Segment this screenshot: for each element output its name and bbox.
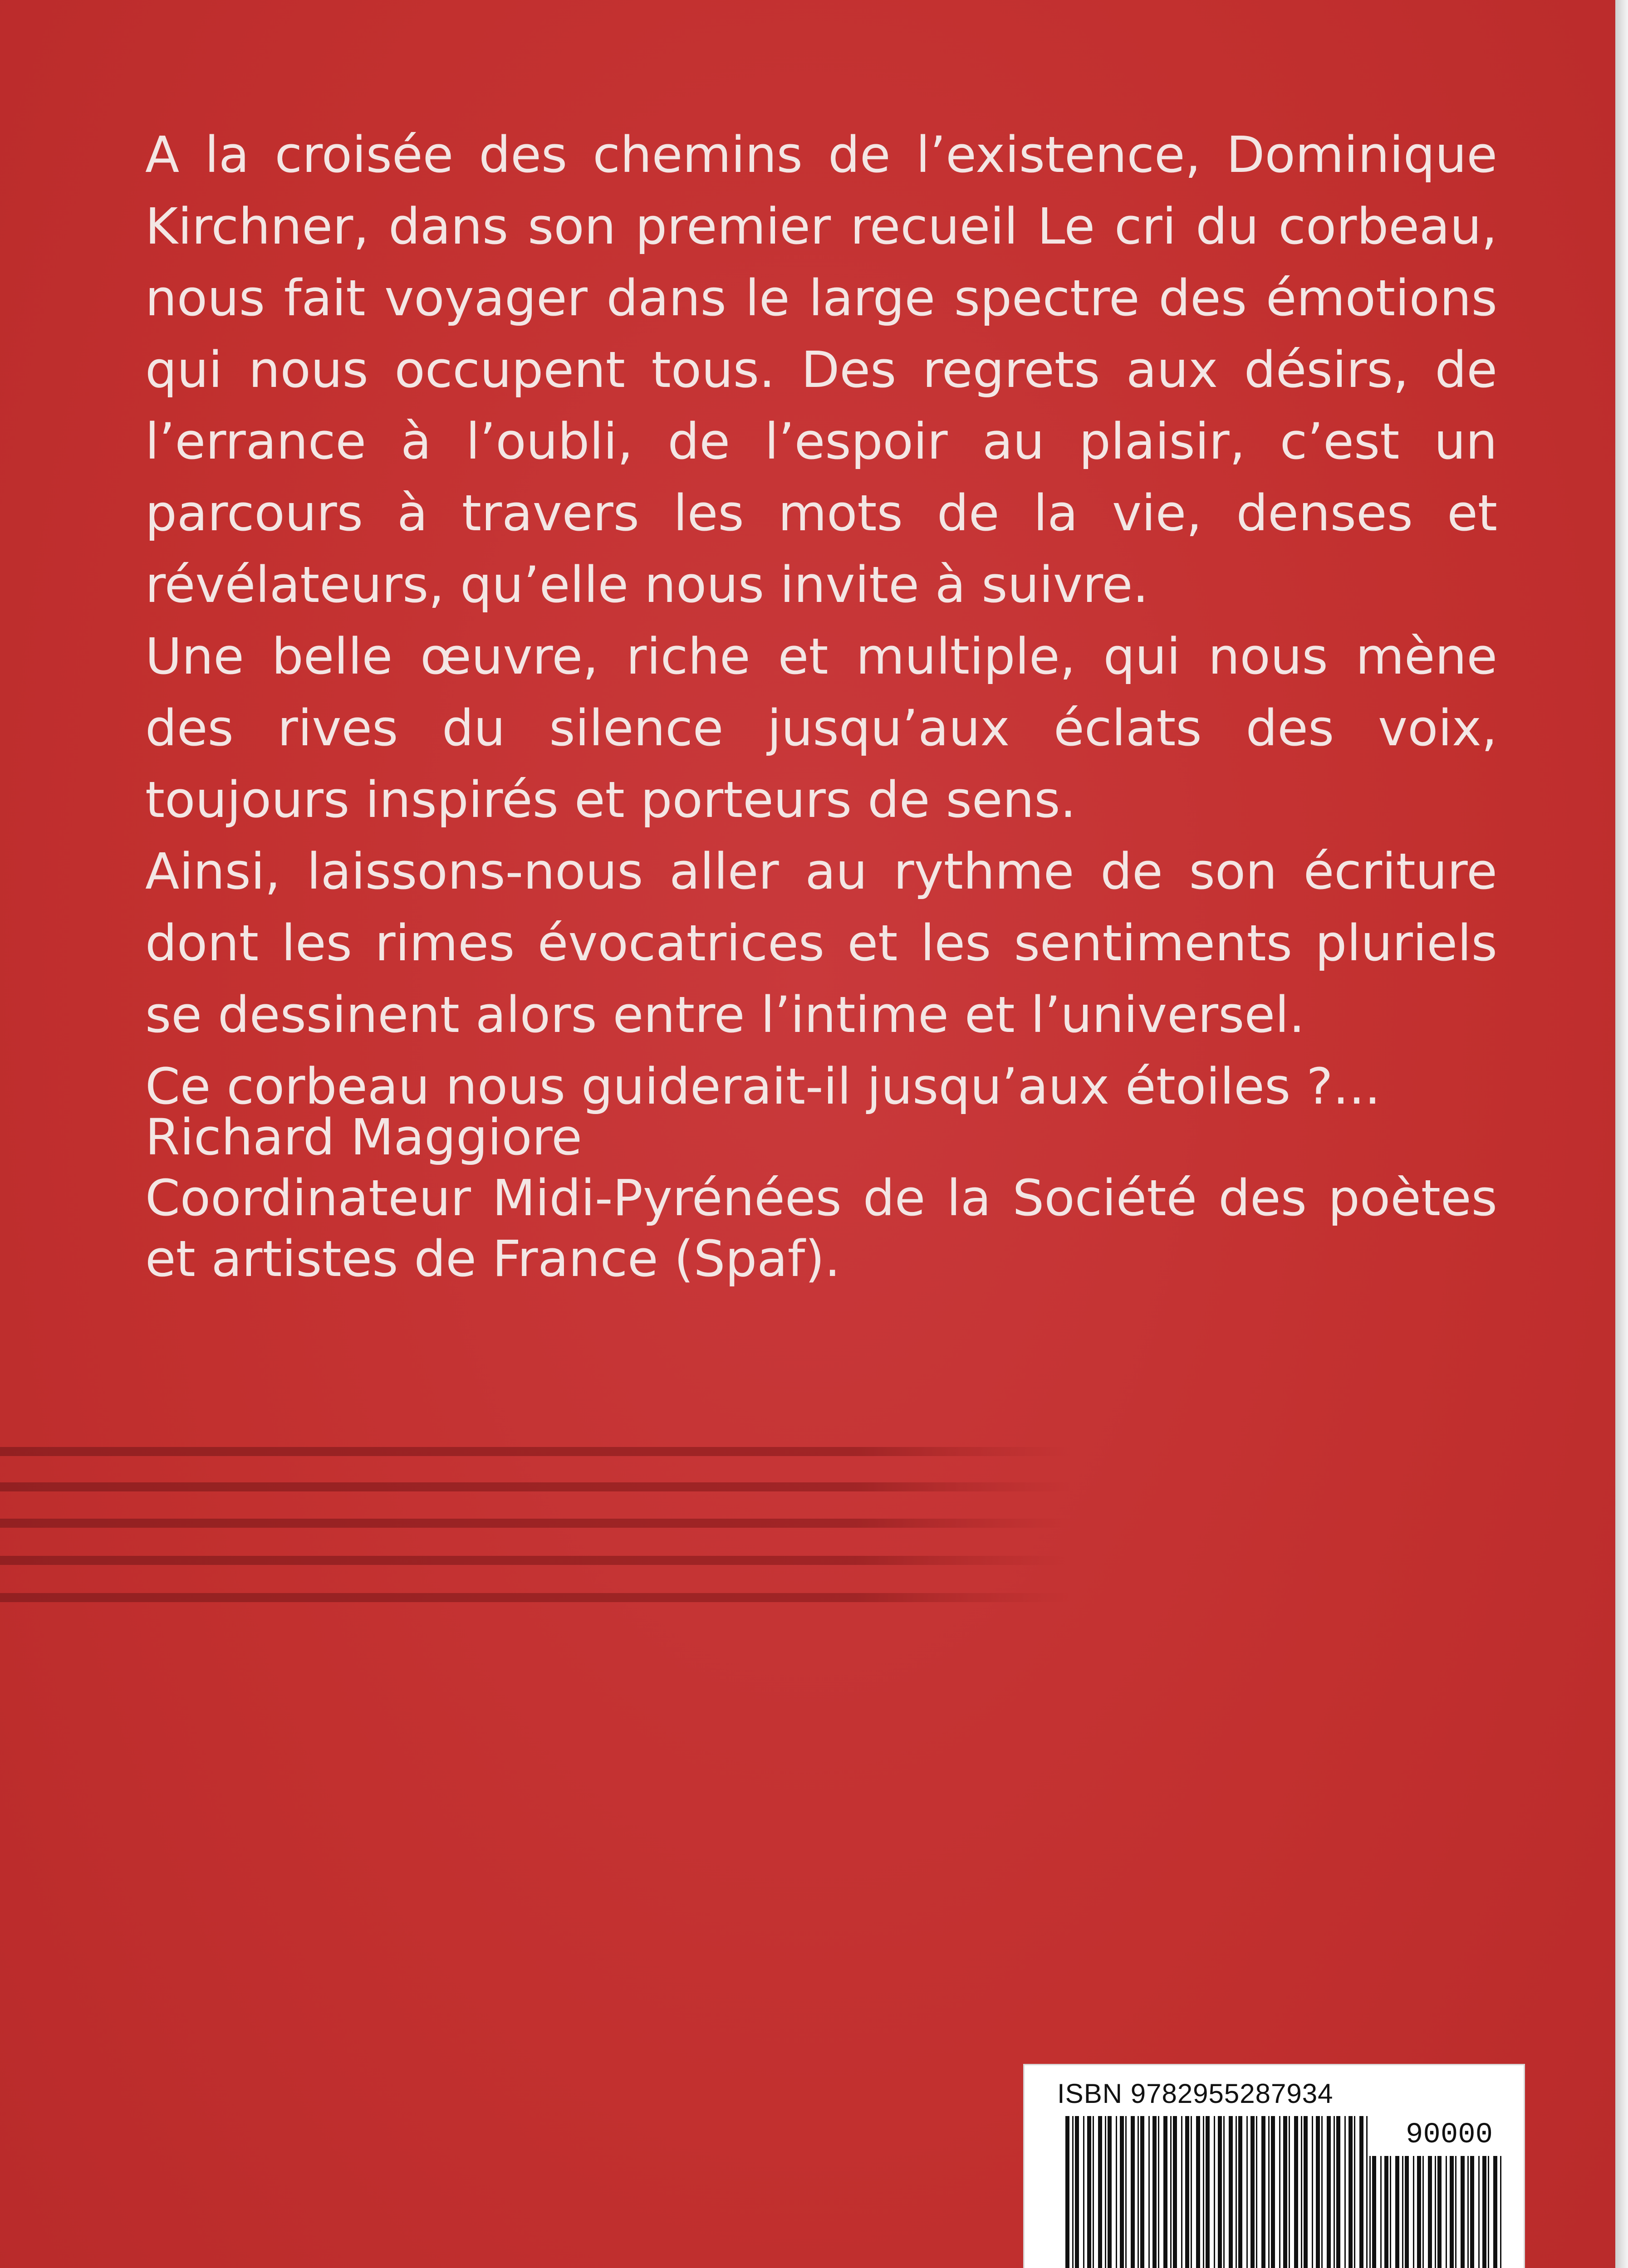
barcode-bar [1316, 2116, 1320, 2268]
barcode-bar [1493, 2156, 1497, 2268]
barcode-bar [1229, 2116, 1233, 2268]
barcode-bar [1238, 2116, 1242, 2268]
barcode-bar [1108, 2116, 1112, 2268]
barcode-bar [1271, 2116, 1275, 2268]
barcode-bar [1334, 2116, 1335, 2268]
barcode-bar [1354, 2116, 1355, 2268]
barcode-bar [1312, 2116, 1313, 2268]
barcode-bar [1250, 2116, 1255, 2268]
barcode-bar [1366, 2116, 1368, 2268]
barcode-bar [1500, 2156, 1501, 2268]
barcode-bar [1384, 2156, 1388, 2268]
decorative-line [0, 1447, 1071, 1456]
barcode-bar [1422, 2156, 1424, 2268]
barcode-bar [1125, 2116, 1127, 2268]
barcode-bar [1098, 2116, 1102, 2268]
barcode-bar [1075, 2116, 1079, 2268]
page-edge [1615, 0, 1628, 2268]
barcode-bar [1214, 2116, 1215, 2268]
barcode-bar [1065, 2116, 1069, 2268]
barcode-bar [1390, 2156, 1391, 2268]
barcode-bar [1348, 2116, 1353, 2268]
isbn-barcode-block [1023, 2064, 1525, 2268]
barcode-bar [1181, 2116, 1182, 2268]
isbn-label: ISBN 9782955287934 [1057, 2078, 1334, 2109]
barcode-bar [1372, 2156, 1376, 2268]
barcode-bar [1402, 2156, 1403, 2268]
barcode-bar [1246, 2116, 1248, 2268]
barcode-bar [1450, 2156, 1454, 2268]
blurb [145, 119, 1497, 1122]
barcode-bar [1158, 2116, 1159, 2268]
barcode-bar [1369, 2156, 1371, 2268]
barcode-bar [1336, 2116, 1340, 2268]
barcode-bar [1152, 2116, 1157, 2268]
barcode-bar [1148, 2116, 1150, 2268]
barcode-bar [1435, 2156, 1436, 2268]
barcode-bar [1488, 2156, 1489, 2268]
barcode-bar [1467, 2156, 1469, 2268]
barcode-bar [1138, 2116, 1139, 2268]
barcode-bar [1105, 2116, 1106, 2268]
author-name: Richard Maggiore [145, 1108, 582, 1166]
barcode-bar [1173, 2116, 1177, 2268]
barcode-bar [1405, 2156, 1409, 2268]
barcode-bar [1289, 2116, 1290, 2268]
isbn-addon-number: 90000 [1406, 2119, 1493, 2151]
barcode-bar [1428, 2156, 1432, 2268]
barcode-bar [1359, 2116, 1363, 2268]
barcode-bar [1140, 2116, 1144, 2268]
barcode-bar [1163, 2116, 1167, 2268]
barcode-bar [1206, 2116, 1210, 2268]
barcode-bar [1268, 2116, 1270, 2268]
barcode-bar [1191, 2116, 1192, 2268]
barcode-bar [1131, 2116, 1135, 2268]
barcode-bar [1417, 2156, 1421, 2268]
barcode-bar [1461, 2156, 1465, 2268]
barcode-bar [1301, 2116, 1302, 2268]
barcode-bar [1470, 2156, 1474, 2268]
barcode-bar [1304, 2116, 1308, 2268]
barcode-bar [1093, 2116, 1094, 2268]
barcode-bar [1196, 2116, 1200, 2268]
barcode-bar [1413, 2156, 1414, 2268]
barcode-bar [1395, 2156, 1399, 2268]
barcode-bar [1170, 2116, 1172, 2268]
decorative-line [0, 1482, 1071, 1491]
barcode-bar [1380, 2156, 1382, 2268]
barcode-bar [1261, 2116, 1265, 2268]
barcode-bar [1446, 2156, 1447, 2268]
signature [145, 1107, 1497, 1289]
decorative-line [0, 1593, 1071, 1602]
barcode-bar [1279, 2116, 1280, 2268]
barcode-bar [1327, 2116, 1331, 2268]
barcode-bar [1283, 2116, 1287, 2268]
barcode-bar [1083, 2116, 1084, 2268]
blurb-paragraph-1: A la croisée des chemins de l’existence, Dominique Kirchner, dans son premier recueil Le cri du corbeau, nous fait voyager dans le large spectre des émotions qui nous occupent tous. Des regrets aux désirs, de l’errance à l’oubli, de l’espoir au plaisir, c’est un parcours à travers les mots de la vie, denses et révélateurs, qu’elle nous invite à suivre. [145, 126, 1497, 614]
barcode-bar [1294, 2116, 1298, 2268]
barcode-bar [1116, 2116, 1117, 2268]
decorative-lines [0, 1442, 1071, 1624]
barcode-bar [1437, 2156, 1442, 2268]
barcode-bar [1344, 2116, 1346, 2268]
barcode-bar [1236, 2116, 1237, 2268]
blurb-paragraph-4: Ce corbeau nous guiderait-il jusqu’aux étoiles ?... [145, 1057, 1381, 1115]
decorative-line [0, 1556, 1071, 1565]
barcode-bar [1256, 2116, 1257, 2268]
barcode-bar [1185, 2116, 1189, 2268]
barcode-bar [1087, 2116, 1091, 2268]
barcode-bar [1218, 2116, 1222, 2268]
barcode-bar [1120, 2116, 1124, 2268]
decorative-line [0, 1519, 1071, 1528]
barcode-bar [1223, 2116, 1225, 2268]
barcode-bar [1478, 2156, 1480, 2268]
barcode-bar [1455, 2156, 1456, 2268]
barcode-bar [1203, 2116, 1204, 2268]
blurb-paragraph-2: Une belle œuvre, riche et multiple, qui nous mène des rives du silence jusqu’aux éclats des voix, toujours inspirés et porteurs de sens. [145, 627, 1497, 829]
barcode-bar [1072, 2116, 1074, 2268]
barcode-bar [1482, 2156, 1486, 2268]
blurb-paragraph-3: Ainsi, laissons-nous aller au rythme de son écriture dont les rimes évocatrices et les sentiments pluriels se dessinent alors entre l’intime et l’universel. [145, 842, 1497, 1044]
barcode-bar [1321, 2116, 1323, 2268]
author-role: Coordinateur Midi-Pyrénées de la Société des poètes et artistes de France (Spaf). [145, 1169, 1497, 1288]
